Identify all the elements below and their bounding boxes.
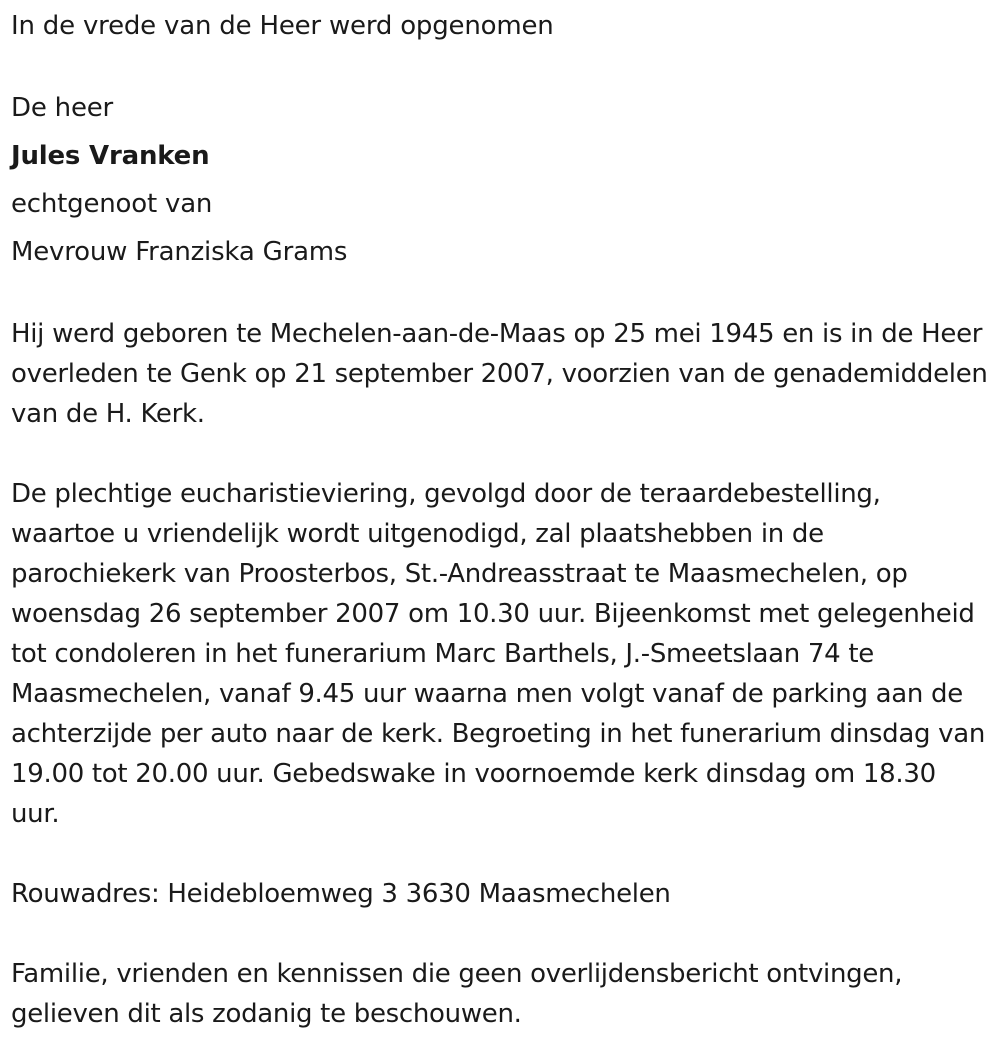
birth-death-paragraph: Hij werd geboren te Mechelen-aan-de-Maas op 25 mei 1945 en is in de Heer overleden te Genk op 21 september 2007, voorzien van de genademiddelen van de H. Kerk. [11,319,988,429]
funeral-address: Rouwadres: Heidebloemweg 3 3630 Maasmechelen [11,879,671,909]
spouse-name: Mevrouw Franziska Grams [11,237,348,267]
intro-line: In de vrede van de Heer werd opgenomen [11,11,554,41]
relation-line: echtgenoot van [11,189,213,219]
closing-paragraph: Familie, vrienden en kennissen die geen overlijdensbericht ontvingen, gelieven dit als zodanig te beschouwen. [11,959,903,1029]
deceased-name: Jules Vranken [11,141,210,171]
obituary-notice [11,0,991,1034]
salutation: De heer [11,93,114,123]
ceremony-paragraph: De plechtige eucharistieviering, gevolgd door de teraardebestelling, waartoe u vriendelijk wordt uitgenodigd, zal plaatshebben in de parochiekerk van Proosterbos, St.-Andreasstraat te Maasmechelen, op woensdag 26 september 2007 om 10.30 uur. Bijeenkomst met gelegenheid tot condoleren in het funerarium Marc Barthels, J.-Smeetslaan 74 te Maasmechelen, vanaf 9.45 uur waarna men volgt vanaf de parking aan de achterzijde per auto naar de kerk. Begroeting in het funerarium dinsdag van 19.00 tot 20.00 uur. Gebedswake in voornoemde kerk dinsdag om 18.30 uur. [11,479,986,829]
